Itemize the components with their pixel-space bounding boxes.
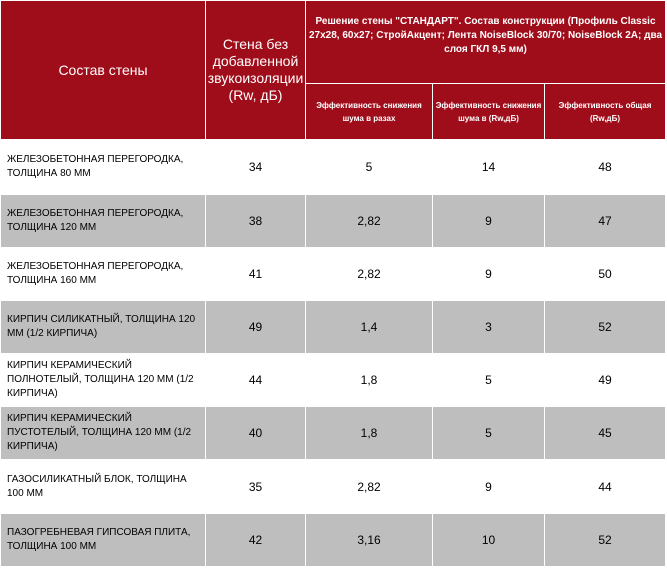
- base-rw-value: 35: [206, 460, 306, 514]
- efficiency-total-value: 49: [545, 354, 666, 407]
- efficiency-total-value: 44: [545, 460, 666, 514]
- table-row: [1, 354, 666, 407]
- efficiency-rw-value: 3: [433, 301, 545, 354]
- wall-name: КИРПИЧ КЕРАМИЧЕСКИЙ ПОЛНОТЕЛЫЙ, ТОЛЩИНА 120 ММ (1/2 КИРПИЧА): [1, 354, 206, 407]
- efficiency-times-value: 2,82: [306, 195, 433, 248]
- efficiency-rw-value: 10: [433, 514, 545, 567]
- table-row: [1, 407, 666, 460]
- efficiency-total-value: 45: [545, 407, 666, 460]
- efficiency-rw-value: 9: [433, 195, 545, 248]
- header-base-rw: Стена без добавленной звукоизоляции (Rw, дБ): [206, 1, 306, 140]
- wall-name: КИРПИЧ КЕРАМИЧЕСКИЙ ПУСТОТЕЛЫЙ, ТОЛЩИНА 120 ММ (1/2 КИРПИЧА): [1, 407, 206, 460]
- efficiency-rw-value: 14: [433, 140, 545, 195]
- efficiency-rw-value: 9: [433, 460, 545, 514]
- efficiency-rw-value: 5: [433, 354, 545, 407]
- base-rw-value: 42: [206, 514, 306, 567]
- table-row: [1, 514, 666, 567]
- header-efficiency-total: Эффективность общая (Rw,дБ): [545, 84, 666, 140]
- efficiency-total-value: 52: [545, 514, 666, 567]
- header-efficiency-rw: Эффективность снижения шума в (Rw,дБ): [433, 84, 545, 140]
- header-efficiency-times: Эффективность снижения шума в разах: [306, 84, 433, 140]
- header-solution: Решение стены "СТАНДАРТ". Состав конструкции (Профиль Classic 27х28, 60х27; СтройАкцент; Лента NoiseBlock 30/70; NoiseBlock 2A; два слоя ГКЛ 9,5 мм): [306, 1, 666, 84]
- table-row: [1, 460, 666, 514]
- wall-name: ГАЗОСИЛИКАТНЫЙ БЛОК, ТОЛЩИНА 100 ММ: [1, 460, 206, 514]
- efficiency-times-value: 5: [306, 140, 433, 195]
- wall-name: ЖЕЛЕЗОБЕТОННАЯ ПЕРЕГОРОДКА, ТОЛЩИНА 80 ММ: [1, 140, 206, 195]
- table-row: [1, 301, 666, 354]
- efficiency-total-value: 47: [545, 195, 666, 248]
- efficiency-rw-value: 5: [433, 407, 545, 460]
- table-row: [1, 195, 666, 248]
- wall-name: КИРПИЧ СИЛИКАТНЫЙ, ТОЛЩИНА 120 ММ (1/2 КИРПИЧА): [1, 301, 206, 354]
- efficiency-times-value: 2,82: [306, 248, 433, 301]
- efficiency-times-value: 1,8: [306, 407, 433, 460]
- efficiency-times-value: 1,8: [306, 354, 433, 407]
- base-rw-value: 40: [206, 407, 306, 460]
- header-wall-composition: Состав стены: [1, 1, 206, 140]
- efficiency-times-value: 3,16: [306, 514, 433, 567]
- base-rw-value: 38: [206, 195, 306, 248]
- base-rw-value: 49: [206, 301, 306, 354]
- base-rw-value: 44: [206, 354, 306, 407]
- wall-name: ЖЕЛЕЗОБЕТОННАЯ ПЕРЕГОРОДКА, ТОЛЩИНА 160 ММ: [1, 248, 206, 301]
- efficiency-total-value: 52: [545, 301, 666, 354]
- efficiency-times-value: 1,4: [306, 301, 433, 354]
- base-rw-value: 34: [206, 140, 306, 195]
- efficiency-times-value: 2,82: [306, 460, 433, 514]
- efficiency-total-value: 48: [545, 140, 666, 195]
- wall-name: ПАЗОГРЕБНЕВАЯ ГИПСОВАЯ ПЛИТА, ТОЛЩИНА 100 ММ: [1, 514, 206, 567]
- efficiency-total-value: 50: [545, 248, 666, 301]
- base-rw-value: 41: [206, 248, 306, 301]
- table-row: [1, 140, 666, 195]
- efficiency-rw-value: 9: [433, 248, 545, 301]
- table-row: [1, 248, 666, 301]
- wall-name: ЖЕЛЕЗОБЕТОННАЯ ПЕРЕГОРОДКА, ТОЛЩИНА 120 ММ: [1, 195, 206, 248]
